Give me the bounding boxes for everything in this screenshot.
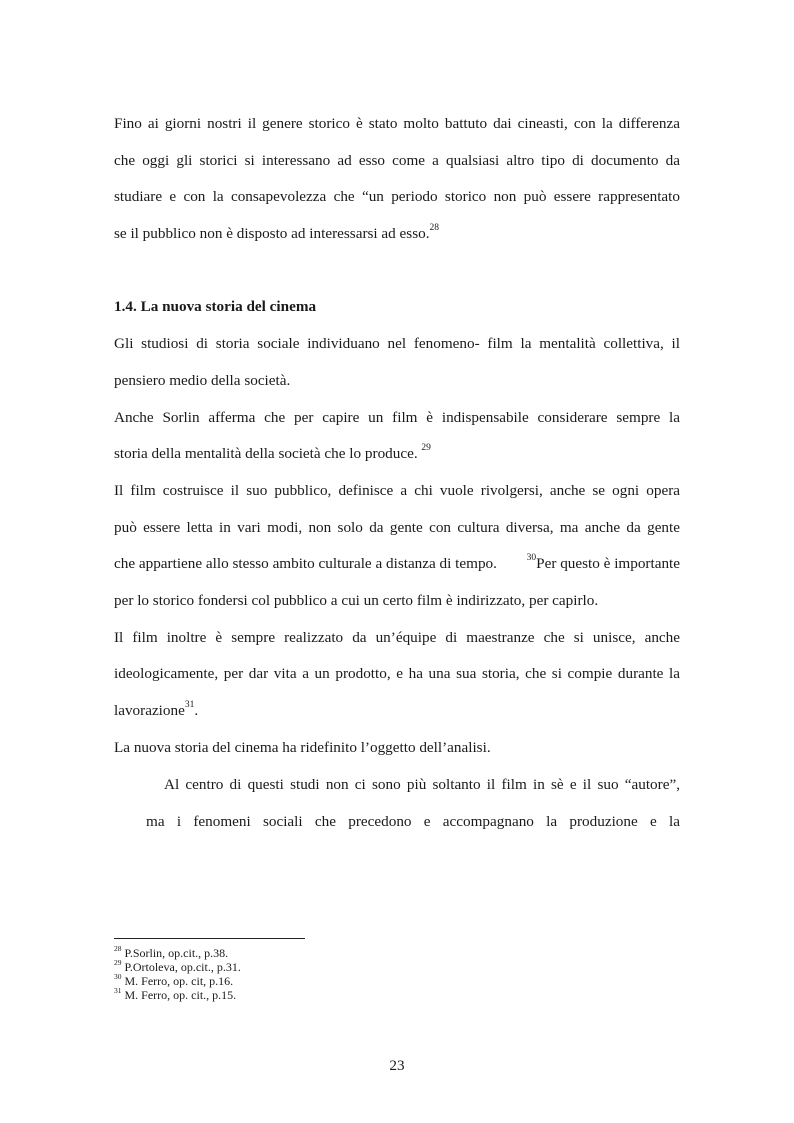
footnote [114,986,237,1002]
body-text-line [114,224,680,244]
body-text-line: Fino ai giorni nostri il genere storico è stato molto battuto dai cineasti, con la differenza [114,115,680,132]
footnote [114,944,229,960]
footnote-number: 30 [114,972,122,981]
body-text-line [114,554,680,574]
footnote-number: 31 [114,986,122,995]
quote-text-line: Al centro di questi studi non ci sono più soltanto il film in sè e il suo “autore”, [164,776,680,793]
body-text: se il pubblico non è disposto ad interessarsi ad esso. [114,225,430,242]
body-text-line: Il film inoltre è sempre realizzato da un’équipe di maestranze che si unisce, anche [114,629,680,646]
body-text-line: per lo storico fondersi col pubblico a cui un certo film è indirizzato, per capirlo. [114,592,599,609]
body-text-line: Gli studiosi di storia sociale individuano nel fenomeno- film la mentalità collettiva, il [114,335,680,352]
footnote-number: 28 [114,944,122,953]
body-text-line: può essere letta in vari modi, non solo da gente con cultura diversa, ma anche da gente [114,519,680,536]
footnote-reference: 30 [526,552,537,563]
page-number: 23 [389,1057,405,1074]
body-text-line: studiare e con la consapevolezza che “un periodo storico non può essere rappresentato [114,188,680,205]
footnote-text: P.Sorlin, op.cit., p.38. [121,946,229,960]
footnote [114,958,241,974]
body-text: storia della mentalità della società che lo produce. [114,445,422,462]
body-text-line: Il film costruisce il suo pubblico, definisce a chi vuole rivolgersi, anche se ogni opera [114,482,680,499]
footnote-text: M. Ferro, op. cit, p.16. [121,974,234,988]
body-text-line [114,444,680,464]
footnote-separator [114,938,305,939]
body-text-line: Anche Sorlin afferma che per capire un film è indispensabile considerare sempre la [114,409,680,426]
body-text: . [194,702,199,719]
footnote-text: P.Ortoleva, op.cit., p.31. [121,960,241,974]
quote-text-line: ma i fenomeni sociali che precedono e accompagnano la produzione e la [146,813,680,830]
footnote-reference: 28 [429,222,440,233]
body-text: lavorazione [114,702,185,719]
section-heading: 1.4. La nuova storia del cinema [114,298,317,315]
body-text-line [114,701,680,721]
footnote-text: M. Ferro, op. cit., p.15. [121,988,237,1002]
footnote [114,972,234,988]
footnote-reference: 29 [421,442,431,453]
body-text-line: La nuova storia del cinema ha ridefinito l’oggetto dell’analisi. [114,739,491,756]
body-text: che appartiene allo stesso ambito culturale a distanza di tempo. [114,555,497,572]
footnote-reference: 31 [184,699,195,710]
body-text-line: pensiero medio della società. [114,372,291,389]
body-text: Per questo è importante [536,555,680,572]
body-text-line: ideologicamente, per dar vita a un prodotto, e ha una sua storia, che si compie durante la [114,665,680,682]
footnote-number: 29 [114,958,122,967]
body-text-line: che oggi gli storici si interessano ad esso come a qualsiasi altro tipo di documento da [114,152,680,169]
